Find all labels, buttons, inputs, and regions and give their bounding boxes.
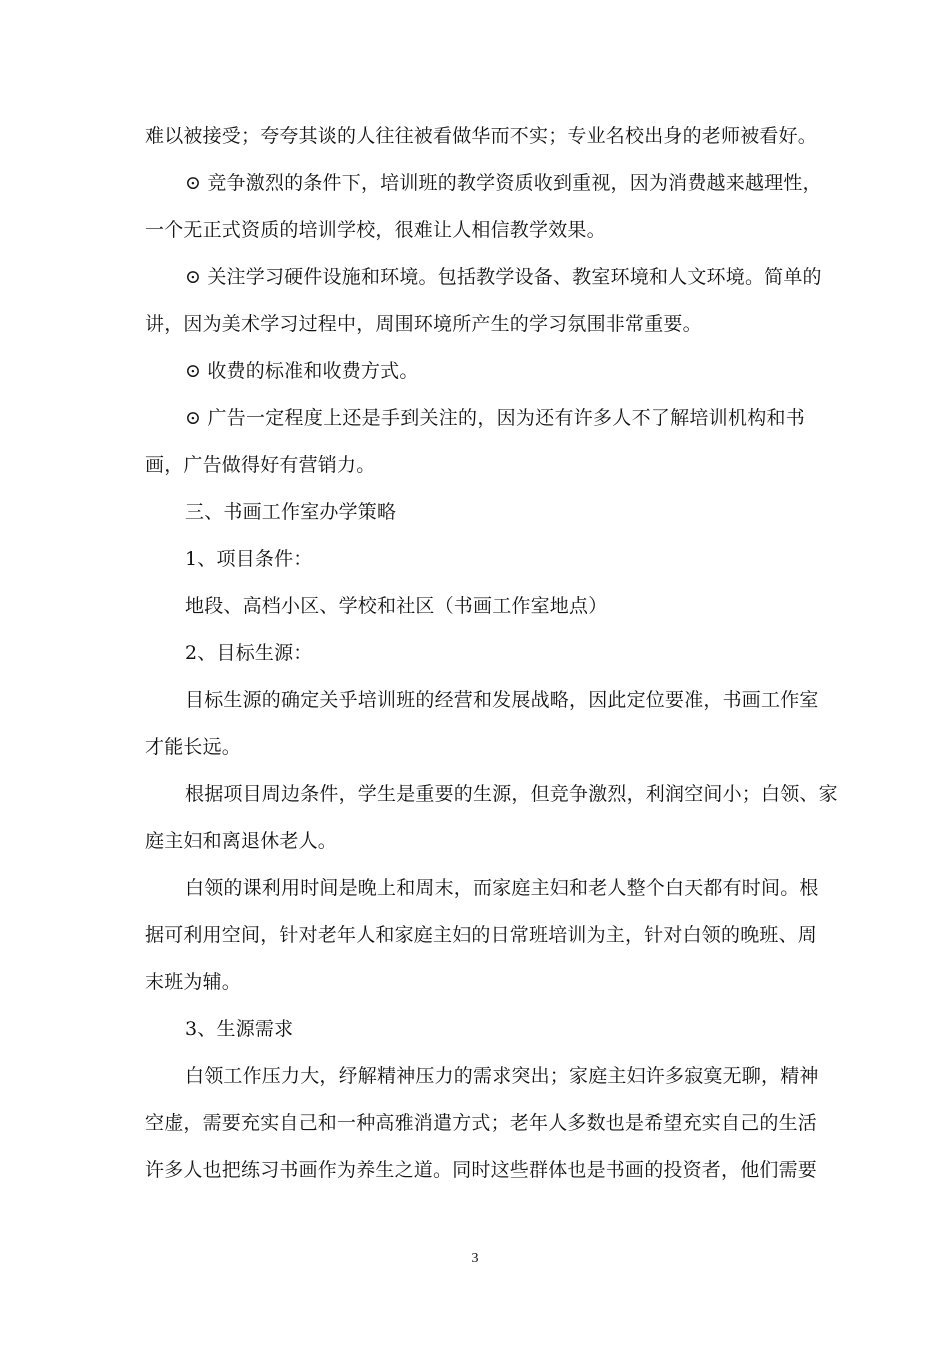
- paragraph-line: 据可利用空间，针对老年人和家庭主妇的日常班培训为主，针对白领的晚班、周: [145, 924, 818, 946]
- paragraph-line: 许多人也把练习书画作为养生之道。同时这些群体也是书画的投资者，他们需要: [145, 1159, 818, 1181]
- paragraph-line: 白领工作压力大，纾解精神压力的需求突出；家庭主妇许多寂寞无聊，精神: [185, 1065, 819, 1087]
- paragraph-line: 根据项目周边条件，学生是重要的生源，但竞争激烈，利润空间小；白领、家: [185, 783, 838, 805]
- paragraph-line: 白领的课利用时间是晚上和周末，而家庭主妇和老人整个白天都有时间。根: [185, 877, 819, 899]
- bullet-line: ⊙ 关注学习硬件设施和环境。包括教学设备、教室环境和人文环境。简单的: [185, 266, 822, 288]
- paragraph-line: 难以被接受；夸夸其谈的人往往被看做华而不实；专业名校出身的老师被看好。: [145, 125, 818, 147]
- subsection-heading: 1、项目条件：: [185, 548, 313, 570]
- paragraph-line: 画，广告做得好有营销力。: [145, 454, 376, 476]
- section-heading: 三、书画工作室办学策略: [185, 501, 397, 523]
- paragraph-line: 一个无正式资质的培训学校，很难让人相信教学效果。: [145, 219, 606, 241]
- bullet-line: ⊙ 竞争激烈的条件下，培训班的教学资质收到重视，因为消费越来越理性，: [185, 172, 822, 194]
- bullet-line: ⊙ 收费的标准和收费方式。: [185, 360, 419, 382]
- paragraph-line: 目标生源的确定关乎培训班的经营和发展战略，因此定位要准，书画工作室: [185, 689, 819, 711]
- paragraph-line: 才能长远。: [145, 736, 242, 758]
- subsection-heading: 2、目标生源：: [185, 642, 313, 664]
- paragraph-line: 庭主妇和离退休老人。: [145, 830, 338, 852]
- paragraph-line: 末班为辅。: [145, 971, 242, 993]
- paragraph-line: 空虚，需要充实自己和一种高雅消遣方式；老年人多数也是希望充实自己的生活: [145, 1112, 818, 1134]
- page-number: 3: [471, 1251, 479, 1266]
- subsection-heading: 3、生源需求: [185, 1018, 294, 1040]
- bullet-line: ⊙ 广告一定程度上还是手到关注的，因为还有许多人不了解培训机构和书: [185, 407, 805, 429]
- paragraph-line: 讲，因为美术学习过程中，周围环境所产生的学习氛围非常重要。: [145, 313, 702, 335]
- paragraph-line: 地段、高档小区、学校和社区（书画工作室地点）: [185, 595, 608, 617]
